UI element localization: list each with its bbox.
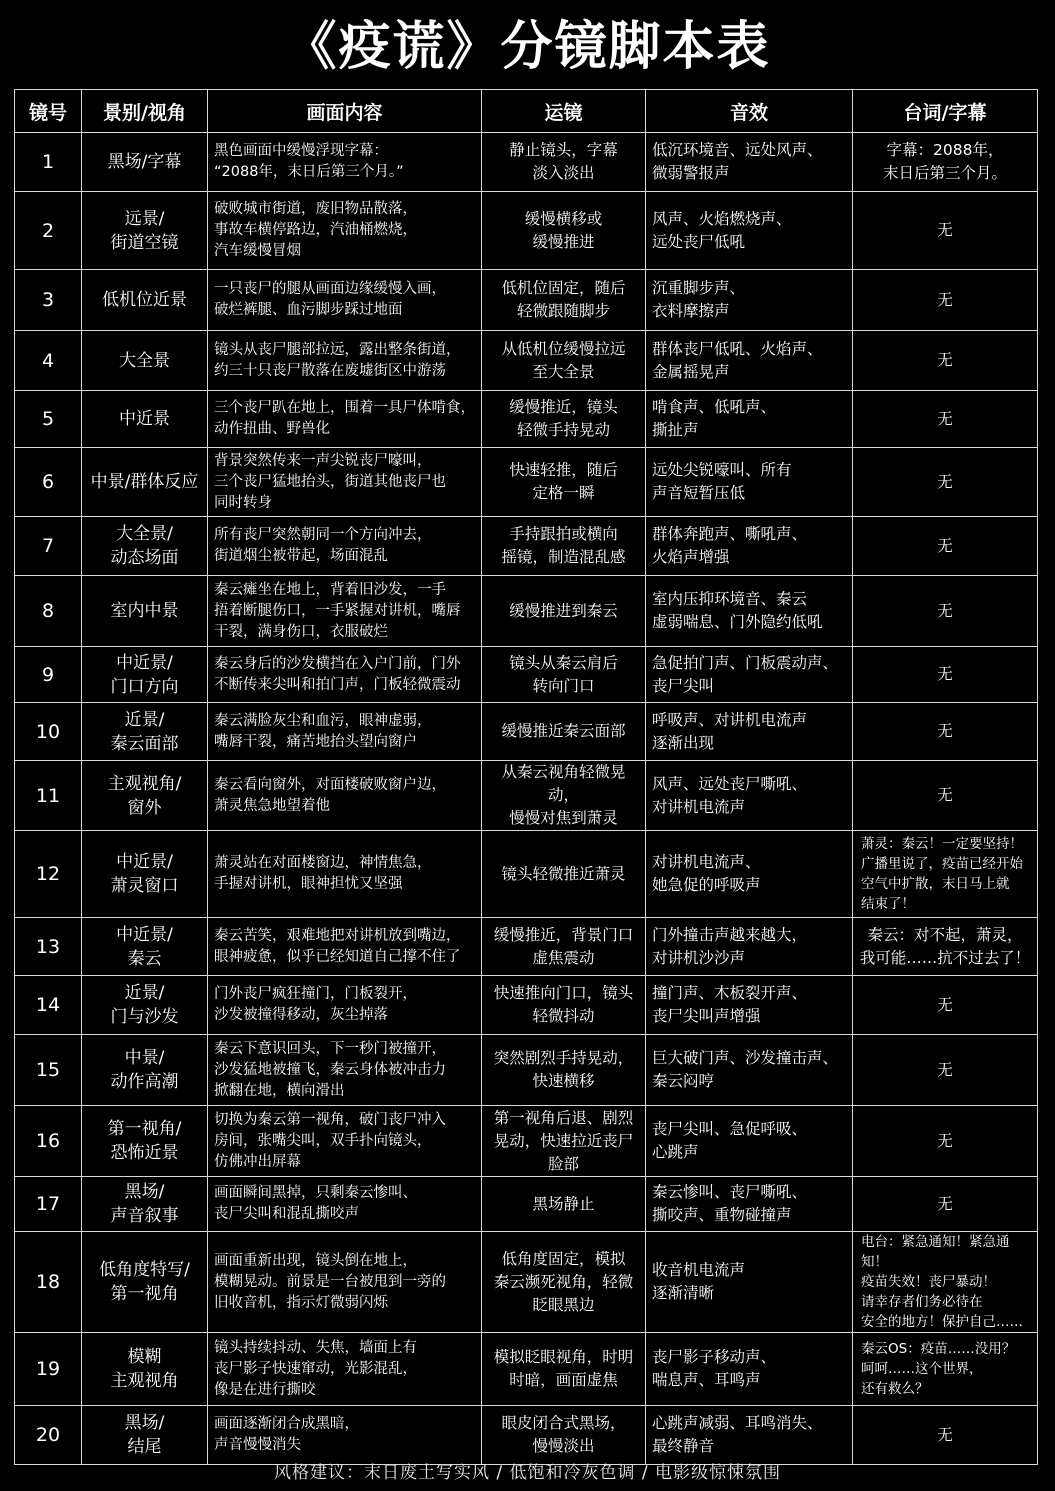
scene-content-cell: 秦云苦笑，艰难地把对讲机放到嘴边， 眼神疲惫，似乎已经知道自己撑不住了 — [208, 918, 482, 976]
scene-content-cell: 秦云身后的沙发横挡在入户门前，门外 不断传来尖叫和拍门声，门板轻微震动 — [208, 647, 482, 703]
shot-type-cell: 主观视角/ 窗外 — [82, 761, 208, 831]
sound-effect-cell: 巨大破门声、沙发撞击声、 秦云闷哼 — [646, 1035, 853, 1106]
camera-move-cell: 从秦云视角轻微晃动， 慢慢对焦到萧灵 — [482, 761, 646, 831]
dialogue-subtitle-cell: 电台：紧急通知！紧急通知！ 疫苗失效！丧尸暴动！ 请幸存者们务必待在 安全的地方！保护自己…… — [853, 1232, 1038, 1333]
camera-move-cell: 静止镜头，字幕 淡入淡出 — [482, 133, 646, 192]
camera-move-cell: 快速轻推，随后 定格一瞬 — [482, 448, 646, 517]
table-row — [15, 976, 1038, 1035]
scene-content-cell: 镜头持续抖动、失焦，墙面上有 丧尸影子快速窜动，光影混乱， 像是在进行撕咬 — [208, 1333, 482, 1406]
table-row — [15, 1177, 1038, 1232]
shot-number-cell: 5 — [15, 391, 82, 448]
camera-move-cell: 模拟眨眼视角，时明 时暗，画面虚焦 — [482, 1333, 646, 1406]
shot-type-cell: 中近景/ 秦云 — [82, 918, 208, 976]
camera-move-cell: 快速推向门口，镜头 轻微抖动 — [482, 976, 646, 1035]
dialogue-subtitle-cell: 无 — [853, 448, 1038, 517]
sound-effect-cell: 低沉环境音、远处风声、 微弱警报声 — [646, 133, 853, 192]
shot-number-cell: 2 — [15, 192, 82, 270]
col-header-shot-type: 景别/视角 — [82, 90, 208, 133]
sound-effect-cell: 啃食声、低吼声、 撕扯声 — [646, 391, 853, 448]
shot-type-cell: 大全景/ 动态场面 — [82, 517, 208, 576]
dialogue-subtitle-cell: 无 — [853, 391, 1038, 448]
shot-type-cell: 中近景/ 萧灵窗口 — [82, 831, 208, 918]
sound-effect-cell: 群体奔跑声、嘶吼声、 火焰声增强 — [646, 517, 853, 576]
dialogue-subtitle-cell: 无 — [853, 331, 1038, 391]
shot-number-cell: 11 — [15, 761, 82, 831]
shot-type-cell: 近景/ 秦云面部 — [82, 703, 208, 761]
scene-content-cell: 三个丧尸趴在地上，围着一具尸体啃食， 动作扭曲、野兽化 — [208, 391, 482, 448]
dialogue-subtitle-cell: 无 — [853, 517, 1038, 576]
storyboard-table — [14, 89, 1038, 1465]
table-row — [15, 270, 1038, 331]
shot-type-cell: 第一视角/ 恐怖近景 — [82, 1106, 208, 1177]
shot-type-cell: 室内中景 — [82, 576, 208, 647]
table-row — [15, 192, 1038, 270]
sound-effect-cell: 室内压抑环境音、秦云 虚弱喘息、门外隐约低吼 — [646, 576, 853, 647]
scene-content-cell: 背景突然传来一声尖锐丧尸嚎叫， 三个丧尸猛地抬头，街道其他丧尸也 同时转身 — [208, 448, 482, 517]
scene-content-cell: 画面逐渐闭合成黑暗， 声音慢慢消失 — [208, 1406, 482, 1465]
shot-number-cell: 10 — [15, 703, 82, 761]
table-row — [15, 1106, 1038, 1177]
camera-move-cell: 第一视角后退、剧烈 晃动，快速拉近丧尸 脸部 — [482, 1106, 646, 1177]
shot-type-cell: 中景/群体反应 — [82, 448, 208, 517]
sound-effect-cell: 急促拍门声、门板震动声、 丧尸尖叫 — [646, 647, 853, 703]
shot-number-cell: 16 — [15, 1106, 82, 1177]
sound-effect-cell: 风声、远处丧尸嘶吼、 对讲机电流声 — [646, 761, 853, 831]
shot-number-cell: 3 — [15, 270, 82, 331]
col-header-camera: 运镜 — [482, 90, 646, 133]
scene-content-cell: 画面瞬间黑掉，只剩秦云惨叫、 丧尸尖叫和混乱撕咬声 — [208, 1177, 482, 1232]
scene-content-cell: 黑色画面中缓慢浮现字幕： “2088年，末日后第三个月。” — [208, 133, 482, 192]
shot-type-cell: 大全景 — [82, 331, 208, 391]
table-row — [15, 133, 1038, 192]
sound-effect-cell: 门外撞击声越来越大， 对讲机沙沙声 — [646, 918, 853, 976]
sound-effect-cell: 丧尸尖叫、急促呼吸、 心跳声 — [646, 1106, 853, 1177]
sound-effect-cell: 群体丧尸低吼、火焰声、 金属摇晃声 — [646, 331, 853, 391]
shot-number-cell: 4 — [15, 331, 82, 391]
shot-number-cell: 6 — [15, 448, 82, 517]
camera-move-cell: 镜头轻微推近萧灵 — [482, 831, 646, 918]
table-row — [15, 647, 1038, 703]
table-row — [15, 1035, 1038, 1106]
shot-type-cell: 模糊 主观视角 — [82, 1333, 208, 1406]
shot-type-cell: 低角度特写/ 第一视角 — [82, 1232, 208, 1333]
dialogue-subtitle-cell: 无 — [853, 576, 1038, 647]
table-row — [15, 1232, 1038, 1333]
table-row — [15, 761, 1038, 831]
style-note-footer: 风格建议：末日废土写实风 / 低饱和冷灰色调 / 电影级惊悚氛围 — [273, 1463, 782, 1483]
camera-move-cell: 手持跟拍或横向 摇镜，制造混乱感 — [482, 517, 646, 576]
shot-number-cell: 15 — [15, 1035, 82, 1106]
shot-number-cell: 13 — [15, 918, 82, 976]
camera-move-cell: 低机位固定，随后 轻微跟随脚步 — [482, 270, 646, 331]
shot-number-cell: 8 — [15, 576, 82, 647]
table-row — [15, 331, 1038, 391]
scene-content-cell: 所有丧尸突然朝同一个方向冲去， 街道烟尘被带起，场面混乱 — [208, 517, 482, 576]
dialogue-subtitle-cell: 无 — [853, 1177, 1038, 1232]
dialogue-subtitle-cell: 无 — [853, 647, 1038, 703]
table-row — [15, 391, 1038, 448]
shot-number-cell: 14 — [15, 976, 82, 1035]
sound-effect-cell: 风声、火焰燃烧声、 远处丧尸低吼 — [646, 192, 853, 270]
scene-content-cell: 切换为秦云第一视角，破门丧尸冲入 房间，张嘴尖叫，双手扑向镜头， 仿佛冲出屏幕 — [208, 1106, 482, 1177]
table-row — [15, 1406, 1038, 1465]
sound-effect-cell: 对讲机电流声、 她急促的呼吸声 — [646, 831, 853, 918]
scene-content-cell: 画面重新出现，镜头倒在地上， 模糊晃动。前景是一台被甩到一旁的 旧收音机，指示灯微弱闪烁 — [208, 1232, 482, 1333]
shot-number-cell: 1 — [15, 133, 82, 192]
sound-effect-cell: 心跳声减弱、耳鸣消失、 最终静音 — [646, 1406, 853, 1465]
dialogue-subtitle-cell: 无 — [853, 703, 1038, 761]
table-row — [15, 448, 1038, 517]
table-row — [15, 703, 1038, 761]
scene-content-cell: 一只丧尸的腿从画面边缘缓慢入画， 破烂裤腿、血污脚步踩过地面 — [208, 270, 482, 331]
col-header-content: 画面内容 — [208, 90, 482, 133]
camera-move-cell: 眼皮闭合式黑场， 慢慢淡出 — [482, 1406, 646, 1465]
table-row — [15, 576, 1038, 647]
scene-content-cell: 破败城市街道，废旧物品散落， 事故车横停路边，汽油桶燃烧， 汽车缓慢冒烟 — [208, 192, 482, 270]
shot-number-cell: 20 — [15, 1406, 82, 1465]
dialogue-subtitle-cell: 秦云：对不起，萧灵， 我可能……抗不过去了！ — [853, 918, 1038, 976]
shot-number-cell: 19 — [15, 1333, 82, 1406]
dialogue-subtitle-cell: 无 — [853, 761, 1038, 831]
dialogue-subtitle-cell: 秦云OS：疫苗……没用？ 呵呵……这个世界， 还有救么？ — [853, 1333, 1038, 1406]
shot-number-cell: 18 — [15, 1232, 82, 1333]
dialogue-subtitle-cell: 无 — [853, 976, 1038, 1035]
scene-content-cell: 秦云满脸灰尘和血污，眼神虚弱， 嘴唇干裂，痛苦地抬头望向窗户 — [208, 703, 482, 761]
sound-effect-cell: 秦云惨叫、丧尸嘶吼、 撕咬声、重物碰撞声 — [646, 1177, 853, 1232]
camera-move-cell: 缓慢推进到秦云 — [482, 576, 646, 647]
camera-move-cell: 黑场静止 — [482, 1177, 646, 1232]
scene-content-cell: 萧灵站在对面楼窗边，神情焦急， 手握对讲机，眼神担忧又坚强 — [208, 831, 482, 918]
camera-move-cell: 缓慢推近秦云面部 — [482, 703, 646, 761]
shot-type-cell: 远景/ 街道空镜 — [82, 192, 208, 270]
camera-move-cell: 缓慢推近，背景门口 虚焦震动 — [482, 918, 646, 976]
col-header-subtitle: 台词/字幕 — [853, 90, 1038, 133]
camera-move-cell: 突然剧烈手持晃动， 快速横移 — [482, 1035, 646, 1106]
page-title: 《疫谎》分镜脚本表 — [284, 17, 771, 77]
scene-content-cell: 镜头从丧尸腿部拉远，露出整条街道， 约三十只丧尸散落在废墟街区中游荡 — [208, 331, 482, 391]
scene-content-cell: 秦云下意识回头，下一秒门被撞开， 沙发猛地被撞飞，秦云身体被冲击力 掀翻在地，横向滑出 — [208, 1035, 482, 1106]
sound-effect-cell: 呼吸声、对讲机电流声 逐渐出现 — [646, 703, 853, 761]
shot-type-cell: 中近景 — [82, 391, 208, 448]
sound-effect-cell: 撞门声、木板裂开声、 丧尸尖叫声增强 — [646, 976, 853, 1035]
table-row — [15, 517, 1038, 576]
dialogue-subtitle-cell: 无 — [853, 1406, 1038, 1465]
dialogue-subtitle-cell: 无 — [853, 192, 1038, 270]
scene-content-cell: 秦云看向窗外，对面楼破败窗户边， 萧灵焦急地望着他 — [208, 761, 482, 831]
dialogue-subtitle-cell: 字幕：2088年， 末日后第三个月。 — [853, 133, 1038, 192]
camera-move-cell: 缓慢推近，镜头 轻微手持晃动 — [482, 391, 646, 448]
shot-type-cell: 中景/ 动作高潮 — [82, 1035, 208, 1106]
shot-type-cell: 低机位近景 — [82, 270, 208, 331]
shot-type-cell: 黑场/ 声音叙事 — [82, 1177, 208, 1232]
sound-effect-cell: 收音机电流声 逐渐清晰 — [646, 1232, 853, 1333]
sound-effect-cell: 丧尸影子移动声、 喘息声、耳鸣声 — [646, 1333, 853, 1406]
camera-move-cell: 缓慢横移或 缓慢推进 — [482, 192, 646, 270]
scene-content-cell: 门外丧尸疯狂撞门，门板裂开， 沙发被撞得移动，灰尘掉落 — [208, 976, 482, 1035]
col-header-shot-no: 镜号 — [15, 90, 82, 133]
dialogue-subtitle-cell: 无 — [853, 1106, 1038, 1177]
dialogue-subtitle-cell: 无 — [853, 1035, 1038, 1106]
shot-type-cell: 中近景/ 门口方向 — [82, 647, 208, 703]
col-header-sound: 音效 — [646, 90, 853, 133]
sound-effect-cell: 沉重脚步声、 衣料摩擦声 — [646, 270, 853, 331]
shot-number-cell: 17 — [15, 1177, 82, 1232]
shot-number-cell: 9 — [15, 647, 82, 703]
shot-type-cell: 近景/ 门与沙发 — [82, 976, 208, 1035]
sound-effect-cell: 远处尖锐嚎叫、所有 声音短暂压低 — [646, 448, 853, 517]
camera-move-cell: 镜头从秦云肩后 转向门口 — [482, 647, 646, 703]
shot-number-cell: 7 — [15, 517, 82, 576]
camera-move-cell: 从低机位缓慢拉远 至大全景 — [482, 331, 646, 391]
table-row — [15, 918, 1038, 976]
shot-type-cell: 黑场/字幕 — [82, 133, 208, 192]
table-row — [15, 1333, 1038, 1406]
header-row — [15, 90, 1038, 133]
table-row — [15, 831, 1038, 918]
dialogue-subtitle-cell: 萧灵：秦云！一定要坚持！ 广播里说了，疫苗已经开始 空气中扩散，末日马上就 结束了！ — [853, 831, 1038, 918]
scene-content-cell: 秦云瘫坐在地上，背着旧沙发，一手 捂着断腿伤口，一手紧握对讲机，嘴唇 干裂，满身伤口，衣服破烂 — [208, 576, 482, 647]
dialogue-subtitle-cell: 无 — [853, 270, 1038, 331]
shot-type-cell: 黑场/ 结尾 — [82, 1406, 208, 1465]
camera-move-cell: 低角度固定，模拟 秦云濒死视角，轻微 眨眼黑边 — [482, 1232, 646, 1333]
shot-number-cell: 12 — [15, 831, 82, 918]
